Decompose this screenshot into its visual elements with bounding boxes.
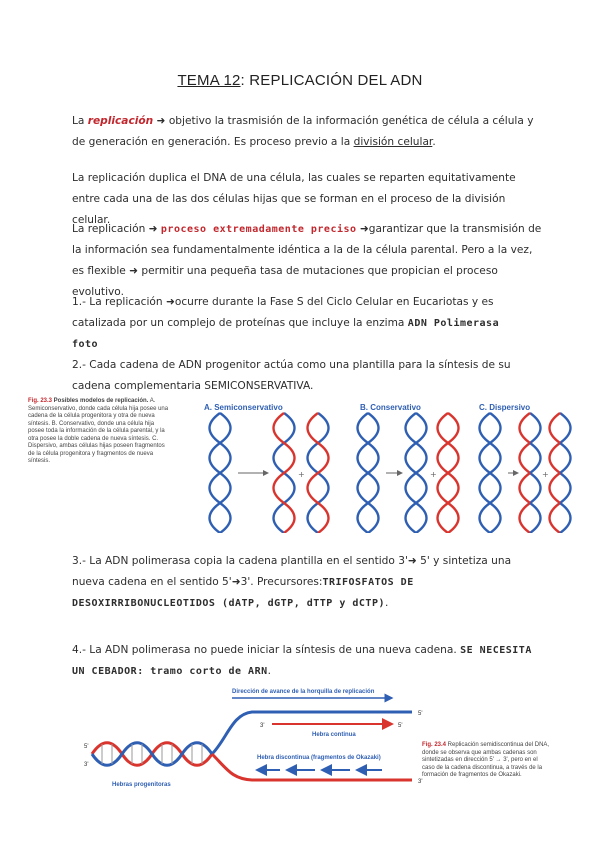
paragraph-replication-definition [72,111,542,153]
discontinuous-label: Hebra discontinua (fragmentos de Okazaki) [257,755,381,761]
precursors: TRIFOSFATOS DE DESOXIRRIBONUCLEOTIDOS (dATP, dGTP, dTTP y dCTP) [72,577,414,609]
figure-replication-fork [82,684,552,794]
keyword-replicacion: replicación [87,115,154,127]
p1-arrow: ➜ [153,115,169,127]
parent-helix-a [210,413,231,533]
svg-text:+: + [430,470,437,479]
title-number: TEMA 12 [177,72,241,89]
page-title [0,72,600,89]
figure2-body: Replicación semidiscontinua del DNA, donde se observa que ambas cadenas son sintetizadas en dirección 5' → 3', pero en el caso de la cadena discontinua, a través de la formación de fragmentos de Okazaki. [422,742,550,778]
p3-post: ➜garantizar que la transmisión de la información sea fundamentalmente idéntica a la de la célula parental. Pero a la vez, es flexible ➜ permitir una pequeña tasa de mutaciones que propician el proceso evolutivo. [72,223,542,298]
daughter-helix-c1 [520,413,541,533]
step-3-text: 3.- La ADN polimerasa copia la cadena plantilla en el sentido 3'➜ 5' y sintetiza una nueva cadena en el sentido 5'➜3'. Precursores: [72,555,512,588]
svg-text:+: + [542,470,549,479]
figure-replication-models [24,398,576,533]
paragraph-steps-1-2 [72,292,542,397]
p1-end: . [432,136,436,148]
p1-pre: La [72,115,88,127]
step-4-end: . [267,665,271,677]
daughter-helix-b2 [438,413,459,533]
paragraph-duplication: La replicación duplica el DNA de una célula, las cuales se reparten equitativamente entre cada una de las dos células hijas que se forman en el proceso de la división celular. [72,172,516,226]
figure2-number: Fig. 23.4 [422,742,447,748]
daughter-helix-b1 [406,413,427,533]
svg-text:+: + [298,470,305,479]
daughter-helix-c2 [550,413,571,533]
paragraph-precision [72,219,542,303]
label-dispersivo: C. Dispersivo [479,403,531,412]
parent-strand-blue [92,743,212,766]
title-text: : REPLICACIÓN DEL ADN [240,72,423,89]
daughter-helix-a1 [274,413,295,533]
prime-3-left: 3' [84,762,89,768]
paragraph-step-4 [72,640,542,682]
prime-3-bottom: 3' [418,779,423,785]
label-conservativo: B. Conservativo [360,403,421,412]
p1-text: objetivo la trasmisión de la información genética de célula a célula y de generación en generación. Es proceso previo a la [72,115,534,148]
figure1-diagram [24,398,576,533]
parents-label: Hebras progenitoras [112,782,171,788]
division-celular-link[interactable]: división celular [353,136,433,148]
step-1-text: 1.- La replicación ➜ocurre durante la Fase S del Ciclo Celular en Eucariotas y es catalizada por un complejo de proteínas que incluye la enzima [72,296,494,329]
parent-helix-c [480,413,501,533]
step-4-text: 4.- La ADN polimerasa no puede iniciar la síntesis de una nueva cadena. [72,644,461,656]
primer-needed: SE NECESITA UN CEBADOR: tramo corto de ARN [72,645,532,677]
prime-5-left: 5' [84,744,89,750]
p3-pre: La replicación ➜ [72,223,161,235]
figure1-body: A. Semiconservativo, donde cada célula hija posee una cadena de la célula progenitora y otra de nueva síntesis. B. Conservativo, donde una célula hija posee toda la información de la célula parental, y la otra posee la doble cadena de nueva síntesis. C. Dispersivo, ambas células hijas poseen fragmentos de la célula progenitora y fragmentos de nueva síntesis. [28,398,169,464]
daughter-helix-a2 [308,413,329,533]
prime-5-cont: 5' [398,723,403,729]
figure1-number: Fig. 23.3 [28,398,53,404]
enzyme-name: ADN Polimerasa [407,318,500,329]
figure2-caption [422,742,550,780]
label-semiconservativo: A. Semiconservativo [204,403,283,412]
prime-3-cont: 3' [260,723,265,729]
fork-direction-label: Dirección de avance de la horquilla de replicación [232,689,375,695]
prime-5-top: 5' [418,711,423,717]
paragraph-step-3 [72,551,542,614]
highlight-precise: proceso extremadamente preciso [160,224,357,235]
step-2-text: 2.- Cada cadena de ADN progenitor actúa como una plantilla para la síntesis de su cadena complementaria SEMICONSERVATIVA. [72,359,511,392]
foto-label: foto [72,339,99,350]
continuous-label: Hebra continua [312,732,356,738]
parent-helix-b [358,413,379,533]
figure1-title: Posibles modelos de replicación. [52,398,149,404]
step-3-end: . [384,597,389,609]
